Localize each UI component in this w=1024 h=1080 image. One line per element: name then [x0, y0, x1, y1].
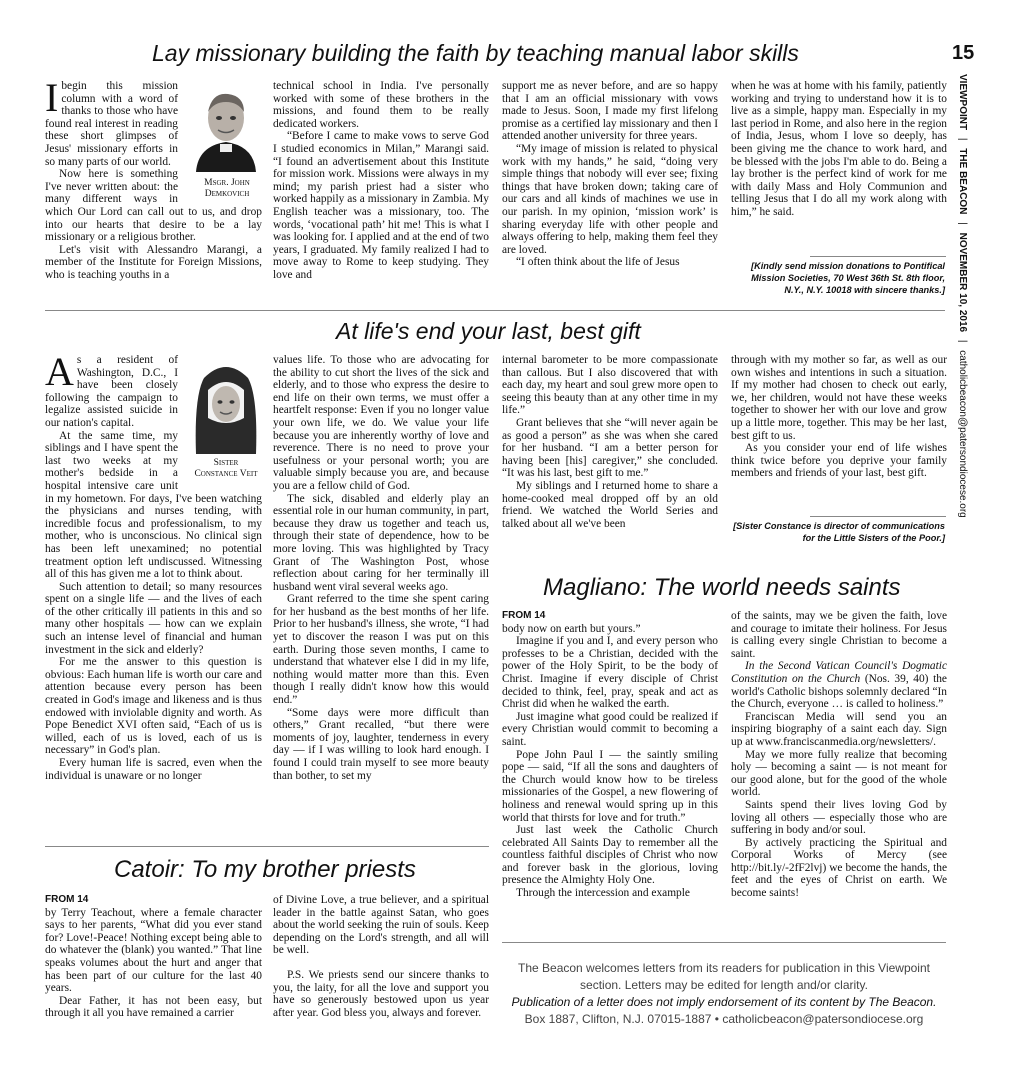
article1-note: [Kindly send mission donations to Pontifical Mission Societies, 70 West 36th St. 8th floor, N.Y., N.Y. 10018 with sincere thanks.]: [751, 261, 945, 295]
article3-headline: Magliano: The world needs saints: [543, 574, 901, 601]
page-number: 15: [952, 42, 975, 64]
article1-dropcap: I: [45, 80, 59, 120]
article2-note: [Sister Constance is director of communications for the Little Sisters of the Poor.]: [733, 521, 945, 543]
article2-dropcap: A: [45, 354, 74, 394]
divider-1: [45, 310, 945, 311]
article2-col3: internal barometer to be more compassionate than callous. But I also discovered that with each day, my heart and soul grew more open to seeing this beauty than at any other time in my life.” Grant believes that she “will never again be as good a person” as she was when she cared for her husband. “I am a better person for having been [his] caregiver,” she concluded. “It was his last, best gift to me.” My siblings and I returned home to share a home-cooked meal dropped off by an old friend. We watched the World Series and talked about all we've been: [502, 354, 718, 530]
article2-author-photo: [192, 356, 260, 454]
divider-3: [502, 942, 946, 943]
article1-col1: Ibegin this mission column with a word of thanks to those who have found real interest in reading these short glimpses of Jesus' missionary efforts in so many parts of our world. Now here is something I've never written about: the many different ways in which Our Lord can call out to us, and drop into our hearts that desire to be a lay missionary or a religious brother. Let's visit with Alessandro Marangi, a member of the Institute for Foreign Missions, who is teaching youths in a: [45, 80, 262, 281]
article1-author-photo: [192, 82, 260, 172]
sidebar-site[interactable]: catholicbeacon@patersondiocese.org: [957, 350, 968, 518]
sidebar-strip: VIEWPOINT | THE BEACON | NOVEMBER 10, 2016 | catholicbeacon@patersondiocese.org: [957, 74, 968, 518]
article2-note-rule: [810, 516, 946, 517]
article4-from: FROM 14: [45, 894, 89, 905]
article1-note-rule: [810, 256, 946, 257]
article3-from: FROM 14: [502, 610, 546, 621]
article4-col2: of Divine Love, a true believer, and a spiritual leader in the battle against Satan, who goes about the world seeking the ruin of souls. Keep depending on the Lord's strength, and all will be well. P.S. We priests send our sincere thanks to you, the laity, for all the love and support you have so generously bestowed upon us year after year. God bless you, always and forever.: [273, 894, 489, 1019]
sidebar-section: VIEWPOINT: [957, 74, 968, 131]
article1-col4: when he was at home with his family, patiently working and trying to understand how it is to live as a simple, happy man. Especially in my last period in Rome, and also here in the region of India, Jesus, whom I love so deeply, has been giving me the chance to work hard, and be blessed with the jobs I'm able to do. Being a lay brother is the perfect kind of work for me with daily Mass and Holy Communion and telling Jesus that I do all my work along with him,” he said.: [731, 80, 947, 218]
sidebar-paper: THE BEACON: [957, 148, 968, 215]
article1-caption: Msgr. John Demkovich: [204, 178, 250, 199]
article3-col1: FROM 14 body now on earth but yours.” Imagine if you and I, and every person who professes to be a Christian, decided with the power of the Holy Spirit, to be the body of Christ. Imagine if every disciple of Christ decided to think, feel, pray, speak and act as Christ did when he walked the earth. Just imagine what good could be realized if every Christian would commit to becoming a saint. Pope John Paul I — the saintly smiling pope — said, “If all the sons and daughters of the Church would know how to be tireless missionaries of the Gospel, a new flowering of holiness and renewal would spring up in this world that thirsts for love and for truth.” Just last week the Catholic Church celebrated All Saints Day to remember all the countless faithful disciples of Christ who now and forever bask in the glorious, loving presence the Almighty Holy One. Through the intercession and example: [502, 610, 718, 900]
divider-2: [45, 846, 489, 847]
article2-col1: As a resident of Washington, D.C., I have been closely following the campaign to legalize assisted suicide in our nation's capital. At the same time, my siblings and I have spent the last two weeks at my mother's bedside in a hospital intensive care unit in my hometown. For days, I've been watching the physicians and nurses tending, with incredible focus and professionalism, to my mother, who is unconscious. No clinical sign has been left unexamined; no potential treatment option left undiscussed. Witnessing all of this has given me a lot to think about. Such attention to detail; so many resources spent on a single life — and the lives of each of the other critically ill patients in this and so many other hospitals — how can we explain such an intense level of financial and human investment in the sick and elderly? For me the answer to this question is obvious: Each human life is worth our care and attention because every person has been created in God's image and likeness and is thus endowed with inviolable dignity and worth. As Pope Benedict XVI often said, “Each of us is willed, each of us is loved, each of us is necessary” in God's plan. Every human life is sacred, even when the individual is unaware or no longer: [45, 354, 262, 782]
article1-col3: support me as never before, and are so happy that I am an official missionary with vows made to Jesus. Soon, I made my first lifelong promise as a certified lay missionary and then I attended another university for three years. “My image of mission is related to physical work with my hands,” he said, “doing very simple things that nobody will ever see; fixing things that have broken down; taking care of our cars and all kinds of machines we use in our parish. In my opinion, ‘mission work’ is sharing everyday life with other people and always offering to help, making them feel they are loved. “I often think about the life of Jesus: [502, 80, 718, 269]
article1-col2: technical school in India. I've personally worked with some of these brothers in the missions, and found them to be really dedicated workers. “Before I came to make vows to serve God I studied economics in Milan,” Marangi said. “I found an advertisement about this Institute for mission work. Missions were always in my mind; my parish priest had a sister who worked happily as a missionary in Zambia. My English teacher was a missionary, too. The words, ‘vocational path’ hit me! This is what I was looking for. I applied and at the end of two years, I graduated. My family realized I had to move away to Rome to keep studying. They love and: [273, 80, 489, 281]
article4-headline: Catoir: To my brother priests: [114, 856, 416, 883]
article4-col1: FROM 14 by Terry Teachout, where a female character says to her parents, “What did you ever stand for? Love!-Peace! Nothing except being able to do whatever the (blank) you wanted.” That line speaks volumes about the hurt and anger that has been part of our culture for the last 40 years. Dear Father, it has not been easy, but through it all you have remained a carrier: [45, 894, 262, 1020]
article2-headline: At life's end your last, best gift: [336, 318, 641, 344]
article2-col2: values life. To those who are advocating for the ability to cut short the lives of the sick and elderly, and to those who express the desire to end life on their own terms, we must offer a heartfelt response: Even if you no longer value your own life, we do. We value your life because you are inherently worthy of love and reverence. There is no need to prove your usefulness or your personal worth; you are valuable simply because you are, and because you are a fellow child of God. The sick, disabled and elderly play an essential role in our human community, in part, because they draw us together and teach us, through their state of dependence, how to be more loving. This was highlighted by Tracy Grant of The Washington Post, whose reflection about caring for her terminally ill husband went viral several weeks ago. Grant referred to the time she spent caring for her husband as the best months of her life. Prior to her husband's illness, she wrote, “I had yet to discover the reason I was put on this earth. During those seven months, I came to understand that whatever else I did in my life, nothing would matter more than this. Even though I really didn't know how this would end.” “Some days were more difficult than others,” Grant recalled, “but there were moments of joy, laughter, tenderness in every day — if I was willing to look hard enough. I found I could train myself to see more beauty than bother, to set my: [273, 354, 489, 782]
sidebar-date: NOVEMBER 10, 2016: [957, 232, 968, 333]
letters-policy: The Beacon welcomes letters from its readers for publication in this Viewpoint section. Letters may be edited for length and/or clarity. Publication of a letter does not imply endorsement of its content by The Beacon. Box 1887, Clifton, N.J. 07015-1887 • catholicbeacon@patersondiocese.org: [511, 961, 937, 1026]
article2-col4: through with my mother so far, as well as our own wishes and intentions in such a situation. If my mother had chosen to check out early, we, her children, would not have these weeks together to shower her with our love and grow up a little more, together. This may be her last, best gift to us. As you consider your end of life wishes think twice before you deprive your family members and friends of your last, best gift.: [731, 354, 947, 480]
article3-col2: of the saints, may we be given the faith, love and courage to imitate their holiness. For Jesus is calling every single Christian to become a saint. In the Second Vatican Council's Dogmatic Constitution on the Church (Nos. 39, 40) the world's Catholic bishops solemnly declared “In the Church, everyone … is called to holiness.” Franciscan Media will send you an inspiring biography of a saint each day. Sign up at www.franciscanmedia.org/newsletters/. May we more fully realize that becoming holy — becoming a saint — is not meant for our good alone, but for the good of the whole world. Saints spend their lives loving God by loving all others — especially those who are suffering in body and/or soul. By actively practicing the Spiritual and Corporal Works of Mercy (see http://bit.ly/-2fF2lvj) we become the hands, the feet and the eyes of Christ on earth. We become saints!: [731, 610, 947, 900]
article1-headline: Lay missionary building the faith by teaching manual labor skills: [152, 40, 799, 66]
article2-caption: Sister Constance Veit: [194, 458, 258, 479]
